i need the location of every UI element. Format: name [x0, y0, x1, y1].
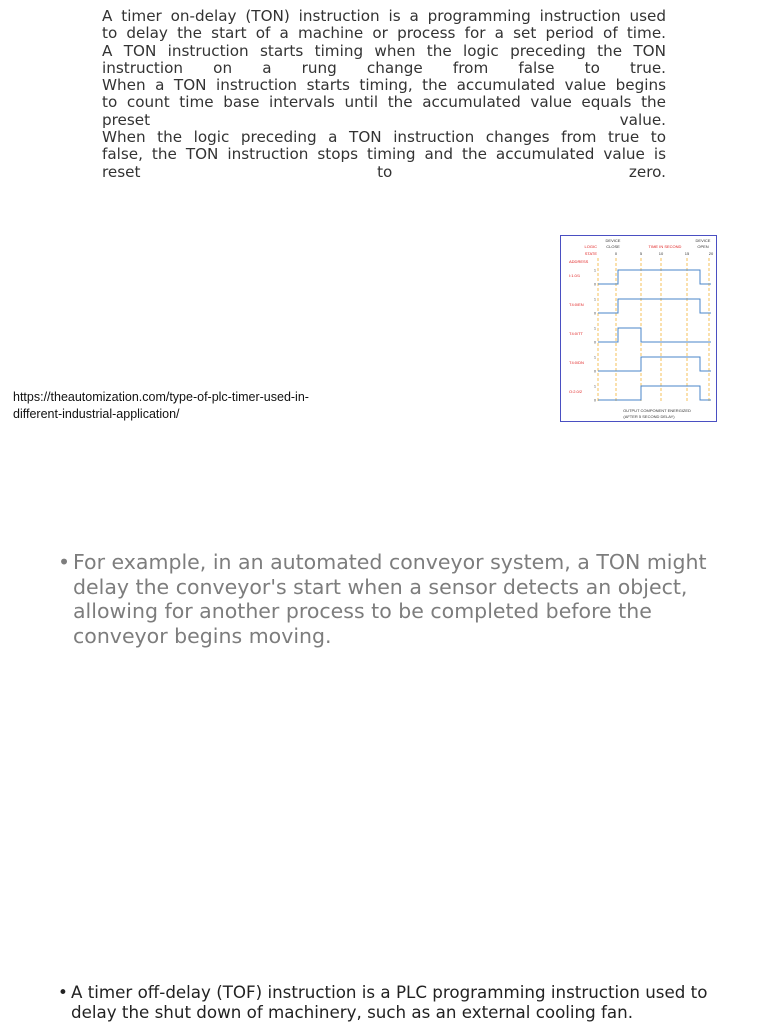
address-label: ADDRESS: [569, 259, 589, 264]
level-label: 1: [594, 384, 596, 389]
ton-line-8: When the logic preceding a TON instruction changes from true to: [102, 128, 666, 147]
ton-line-4: instruction on a rung change from false to true.: [102, 58, 666, 77]
level-label: 1: [594, 268, 596, 273]
state-label: STATE: [584, 251, 597, 256]
time-tick-5: 5: [639, 251, 643, 256]
signal-trace: [598, 270, 711, 284]
signal-label: T4:0/TT: [569, 331, 584, 336]
level-label: 1: [594, 297, 596, 302]
level-label: 0: [594, 282, 596, 287]
level-label: 0: [594, 398, 596, 403]
example-bullet-list: [58, 550, 738, 648]
ton-line-7: preset value.: [102, 110, 666, 129]
signal-traces: [569, 269, 711, 403]
time-ticks: [615, 251, 714, 256]
time-in-second-label: TIME IN SECOND: [648, 244, 682, 249]
signal-trace: [598, 386, 711, 400]
ton-line-9: false, the TON instruction stops timing and the accumulated value is: [102, 145, 666, 164]
bullet-dot: •: [58, 982, 68, 1002]
tof-bullet-list: [58, 982, 738, 1022]
signal-trace: [598, 299, 711, 313]
source-link[interactable]: [13, 389, 353, 423]
time-tick-0: 0: [614, 251, 618, 256]
time-tick-15: 15: [684, 251, 690, 256]
footer-line-2: (AFTER 5 SECOND DELAY): [623, 414, 675, 419]
tof-bullet: [58, 982, 738, 1022]
level-label: 0: [594, 369, 596, 374]
svg-text:OPEN: OPEN: [697, 244, 709, 249]
ton-line-3: A TON instruction starts timing when the logic preceding the TON: [102, 41, 666, 60]
level-label: 0: [594, 311, 596, 316]
tof-text: A timer off-delay (TOF) instruction is a PLC programming instruction used to delay the shut down of machinery, such as an external cooling fan.: [71, 982, 708, 1022]
ton-timing-diagram: [560, 235, 717, 422]
level-label: 0: [594, 340, 596, 345]
example-text: For example, in an automated conveyor system, a TON might delay the conveyor's start when a sensor detects an object, allowing for another process to be completed before the conveyor begins moving.: [73, 550, 707, 648]
device-open-label: DEVICE: [695, 238, 711, 243]
time-tick-20: 20: [708, 251, 714, 256]
ton-line-2: to delay the start of a machine or process for a set period of time.: [102, 24, 666, 43]
source-link-line-1: https://theautomization.com/type-of-plc-timer-used-in-: [13, 390, 309, 404]
logic-label: LOGIC: [584, 244, 597, 249]
level-label: 1: [594, 326, 596, 331]
ton-description: [102, 8, 666, 181]
signal-label: I:1.0/1: [569, 273, 581, 278]
ton-line-1: A timer on-delay (TON) instruction is a programming instruction used: [102, 7, 666, 25]
time-guides: [598, 258, 709, 402]
signal-trace: [598, 357, 711, 371]
time-tick-10: 10: [658, 251, 664, 256]
bullet-dot: •: [58, 550, 71, 574]
signal-label: O:2.0/2: [569, 389, 583, 394]
ton-line-10: reset to zero.: [102, 162, 666, 181]
footer-line-1: OUTPUT COMPONENT ENERGIZED: [623, 408, 691, 413]
svg-text:CLOSE: CLOSE: [606, 244, 620, 249]
device-close-label: DEVICE: [605, 238, 621, 243]
signal-label: T4:0/DN: [569, 360, 584, 365]
signal-label: T4:0/EN: [569, 302, 584, 307]
level-label: 1: [594, 355, 596, 360]
example-bullet: [58, 550, 738, 648]
source-link-line-2: different-industrial-application/: [13, 407, 180, 421]
ton-line-6: to count time base intervals until the accumulated value equals the: [102, 93, 666, 112]
signal-trace: [598, 328, 711, 342]
ton-line-5: When a TON instruction starts timing, the accumulated value begins: [102, 76, 666, 95]
